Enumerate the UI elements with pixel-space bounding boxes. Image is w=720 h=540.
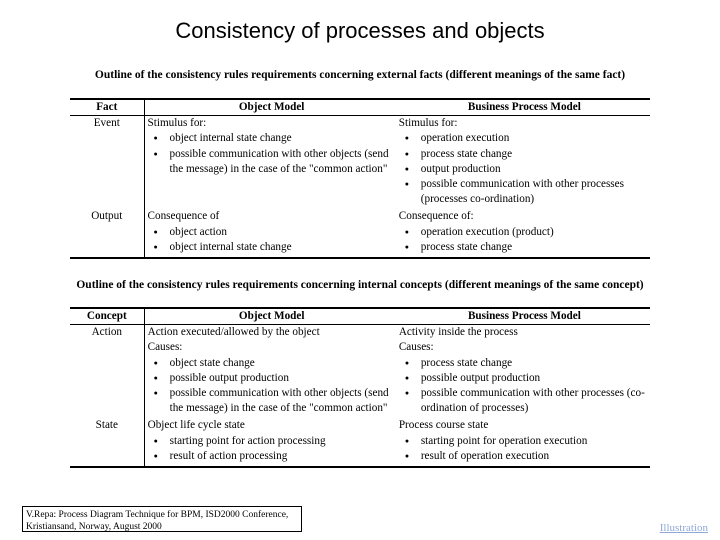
external-facts-table [70, 98, 650, 259]
row-label-output: Output [70, 209, 144, 258]
list-item: ● starting point for operation execution [399, 434, 650, 449]
table-header-row [70, 308, 650, 325]
table-row-state [70, 418, 650, 467]
row-label-event: Event [93, 117, 120, 130]
list-item: ● possible communication with other objects (send the message) in the case of the "common action" [148, 386, 396, 416]
bullet-list [399, 434, 650, 464]
list-item: ● process state change [399, 356, 650, 371]
list-item: ● possible communication with other processes (co-ordination of processes) [399, 386, 650, 416]
column-header-object-model: Object Model [144, 308, 396, 325]
event-object-cell [144, 116, 396, 210]
cell-intro-causes: Causes: [398, 341, 434, 354]
list-item: ● process state change [399, 240, 650, 255]
output-process-cell [396, 209, 650, 258]
list-item: ● object internal state change [148, 131, 396, 146]
column-header-fact: Fact [70, 99, 144, 116]
event-process-cell [396, 116, 650, 210]
list-item: ● result of action processing [148, 449, 396, 464]
citation-box: V.Repa: Process Diagram Technique for BPM, ISD2000 Conference, Kristiansand, Norway, August 2000 [22, 506, 302, 532]
section1-heading: Outline of the consistency rules requirements concerning external facts (different meanings of the same fact) [94, 69, 626, 81]
bullet-list [148, 434, 396, 464]
action-object-cell [144, 325, 396, 419]
column-header-business-process-model: Business Process Model [396, 99, 650, 116]
cell-intro: Consequence of [147, 210, 220, 223]
list-item: ● output production [399, 162, 650, 177]
section2-heading: Outline of the consistency rules requirements concerning internal concepts (different meanings of the same concept) [76, 279, 644, 291]
table-header-row [70, 99, 650, 116]
bullet-list [399, 131, 650, 207]
cell-intro: Object life cycle state [147, 419, 245, 432]
column-header-concept: Concept [70, 308, 144, 325]
list-item: ● operation execution [399, 131, 650, 146]
state-object-cell [144, 418, 396, 467]
list-item: ● possible communication with other objects (send the message) in the case of the "common action" [148, 147, 396, 177]
cell-intro: Stimulus for: [398, 117, 458, 130]
list-item: ● operation execution (product) [399, 225, 650, 240]
output-object-cell [144, 209, 396, 258]
cell-intro: Stimulus for: [147, 117, 207, 130]
list-item: ● process state change [399, 147, 650, 162]
row-label-state: State [70, 418, 144, 467]
bullet-list [399, 225, 650, 255]
slide-title: Consistency of processes and objects [175, 18, 545, 43]
list-item: ● object action [148, 225, 396, 240]
cell-intro: Action executed/allowed by the object [147, 326, 320, 339]
column-header-object-model: Object Model [144, 99, 396, 116]
list-item: ● object internal state change [148, 240, 396, 255]
cell-intro: Consequence of: [398, 210, 474, 223]
table-row-action [70, 325, 650, 419]
illustration-link[interactable]: Illustration [659, 522, 708, 534]
cell-intro-causes: Causes: [147, 341, 183, 354]
table-row-output [70, 209, 650, 258]
list-item: ● possible output production [399, 371, 650, 386]
row-label-action: Action [91, 326, 123, 339]
action-process-cell [396, 325, 650, 419]
table-row-event [70, 116, 650, 210]
list-item: ● starting point for action processing [148, 434, 396, 449]
internal-concepts-table [70, 307, 650, 468]
list-item: ● possible communication with other processes (processes co-ordination) [399, 177, 650, 207]
list-item: ● possible output production [148, 371, 396, 386]
bullet-list [399, 356, 650, 417]
cell-intro: Process course state [398, 419, 489, 432]
cell-intro: Activity inside the process [398, 326, 518, 339]
list-item: ● object state change [148, 356, 396, 371]
state-process-cell [396, 418, 650, 467]
list-item: ● result of operation execution [399, 449, 650, 464]
bullet-list [148, 131, 396, 177]
bullet-list [148, 356, 396, 417]
bullet-list [148, 225, 396, 255]
column-header-business-process-model: Business Process Model [396, 308, 650, 325]
